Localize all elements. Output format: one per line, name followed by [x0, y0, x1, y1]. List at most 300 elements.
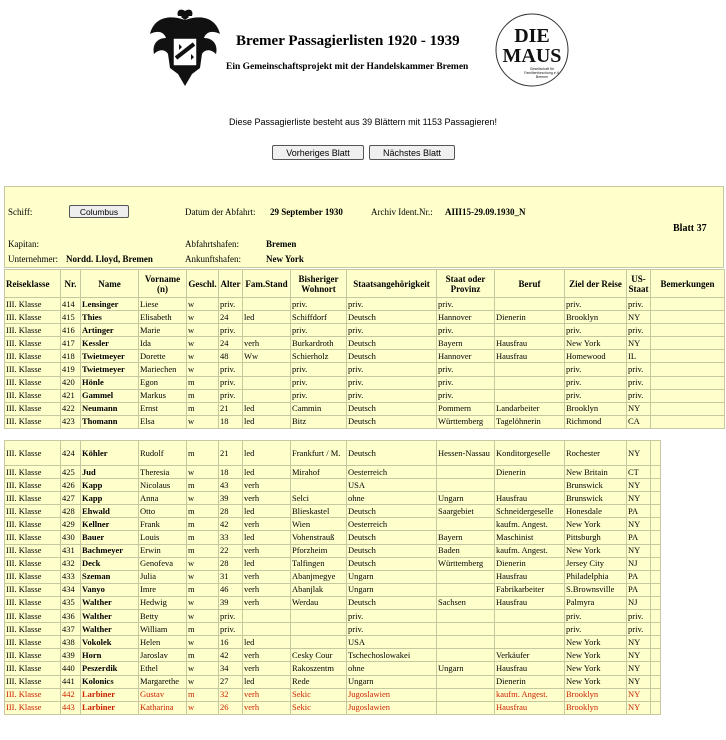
- passenger-cell: led: [243, 415, 291, 428]
- passenger-cell: Deutsch: [347, 505, 437, 518]
- passenger-cell: Abanjlak: [291, 583, 347, 596]
- passenger-cell: verh: [243, 479, 291, 492]
- voyage-info-panel: [4, 186, 724, 268]
- passenger-cell: III. Klasse: [5, 492, 61, 505]
- passenger-cell: Markus: [139, 389, 187, 402]
- passenger-cell: verh: [243, 337, 291, 350]
- passenger-cell: Schiffdorf: [291, 311, 347, 324]
- passenger-cell: [437, 675, 495, 688]
- passenger-cell: Württemberg: [437, 415, 495, 428]
- passenger-cell: [651, 662, 661, 675]
- passenger-cell: Hausfrau: [495, 596, 565, 609]
- passenger-cell: Julia: [139, 570, 187, 583]
- passenger-cell: ohne: [347, 492, 437, 505]
- passenger-cell: Deutsch: [347, 441, 437, 466]
- passenger-cell: Jaroslav: [139, 649, 187, 662]
- passenger-cell: [651, 701, 661, 714]
- passenger-cell: Schierholz: [291, 350, 347, 363]
- passenger-cell: m: [187, 688, 219, 701]
- passenger-cell: 439: [61, 649, 81, 662]
- passenger-cell: III. Klasse: [5, 518, 61, 531]
- passenger-table-part-1: [4, 269, 725, 429]
- passenger-cell: Blieskastel: [291, 505, 347, 518]
- passenger-cell: priv.: [565, 376, 627, 389]
- passenger-cell: III. Klasse: [5, 363, 61, 376]
- passenger-cell: NY: [627, 688, 651, 701]
- passenger-cell: Hausfrau: [495, 492, 565, 505]
- arrival-port-value: New York: [266, 254, 304, 264]
- passenger-cell: CT: [627, 466, 651, 479]
- passenger-cell: III. Klasse: [5, 570, 61, 583]
- passenger-cell: Abanjmegye: [291, 570, 347, 583]
- passenger-cell: Deutsch: [347, 350, 437, 363]
- passenger-cell: m: [187, 531, 219, 544]
- passenger-cell: III. Klasse: [5, 350, 61, 363]
- passenger-cell: Oesterreich: [347, 518, 437, 531]
- passenger-row: [5, 675, 661, 688]
- passenger-cell: 22: [219, 544, 243, 557]
- passenger-cell: 34: [219, 662, 243, 675]
- passenger-cell: USA: [347, 636, 437, 649]
- passenger-cell: priv.: [565, 298, 627, 311]
- passenger-cell: III. Klasse: [5, 623, 61, 636]
- passenger-cell: NY: [627, 544, 651, 557]
- passenger-cell: 441: [61, 675, 81, 688]
- passenger-row: [5, 415, 725, 428]
- passenger-cell: PA: [627, 583, 651, 596]
- passenger-cell: [651, 505, 661, 518]
- passenger-cell: New York: [565, 662, 627, 675]
- passenger-cell: priv.: [627, 376, 651, 389]
- passenger-cell: 48: [219, 350, 243, 363]
- column-header: Vorname (n): [139, 270, 187, 298]
- passenger-cell: 440: [61, 662, 81, 675]
- passenger-cell: III. Klasse: [5, 298, 61, 311]
- passenger-cell: priv.: [627, 324, 651, 337]
- passenger-cell: [651, 324, 725, 337]
- passenger-cell: Pittsburgh: [565, 531, 627, 544]
- passenger-cell: Ida: [139, 337, 187, 350]
- passenger-cell: [651, 531, 661, 544]
- passenger-cell: priv.: [437, 324, 495, 337]
- passenger-cell: Philadelphia: [565, 570, 627, 583]
- passenger-cell: 420: [61, 376, 81, 389]
- passenger-cell: priv.: [219, 298, 243, 311]
- passenger-cell: Hannover: [437, 350, 495, 363]
- passenger-row: [5, 337, 725, 350]
- column-header: Nr.: [61, 270, 81, 298]
- passenger-cell: w: [187, 415, 219, 428]
- passenger-cell: led: [243, 675, 291, 688]
- passenger-cell: [651, 389, 725, 402]
- passenger-cell: III. Klasse: [5, 337, 61, 350]
- passenger-cell: priv.: [291, 376, 347, 389]
- passenger-row: [5, 350, 725, 363]
- passenger-cell: 33: [219, 531, 243, 544]
- passenger-cell: Neumann: [81, 402, 139, 415]
- passenger-cell: w: [187, 636, 219, 649]
- passenger-cell: NY: [627, 649, 651, 662]
- passenger-cell: Larbiner: [81, 688, 139, 701]
- passenger-cell: 16: [219, 636, 243, 649]
- passenger-cell: [651, 596, 661, 609]
- passenger-cell: m: [187, 479, 219, 492]
- passenger-cell: S.Brownsville: [565, 583, 627, 596]
- passenger-cell: 418: [61, 350, 81, 363]
- passenger-table-part-2: [4, 440, 661, 715]
- passenger-cell: [495, 376, 565, 389]
- passenger-cell: 21: [219, 441, 243, 466]
- passenger-cell: [243, 623, 291, 636]
- passenger-cell: Dienerin: [495, 311, 565, 324]
- passenger-cell: III. Klasse: [5, 688, 61, 701]
- passenger-cell: Hausfrau: [495, 350, 565, 363]
- passenger-cell: Margarethe: [139, 675, 187, 688]
- passenger-cell: 429: [61, 518, 81, 531]
- passenger-cell: III. Klasse: [5, 466, 61, 479]
- passenger-cell: [243, 298, 291, 311]
- passenger-cell: led: [243, 402, 291, 415]
- passenger-cell: [291, 610, 347, 623]
- passenger-cell: III. Klasse: [5, 505, 61, 518]
- passenger-cell: Rakoszentm: [291, 662, 347, 675]
- passenger-cell: w: [187, 675, 219, 688]
- passenger-cell: priv.: [627, 363, 651, 376]
- passenger-cell: priv.: [565, 623, 627, 636]
- passenger-cell: III. Klasse: [5, 662, 61, 675]
- passenger-cell: Werdau: [291, 596, 347, 609]
- passenger-cell: [437, 583, 495, 596]
- passenger-cell: [495, 623, 565, 636]
- passenger-row: [5, 324, 725, 337]
- passenger-cell: [651, 415, 725, 428]
- column-header: Staat oder Provinz: [437, 270, 495, 298]
- passenger-row: [5, 518, 661, 531]
- passenger-cell: Deutsch: [347, 415, 437, 428]
- passenger-cell: 443: [61, 701, 81, 714]
- passenger-cell: w: [187, 311, 219, 324]
- passenger-cell: Vokolek: [81, 636, 139, 649]
- passenger-row: [5, 402, 725, 415]
- passenger-cell: 430: [61, 531, 81, 544]
- passenger-row: [5, 649, 661, 662]
- passenger-cell: 438: [61, 636, 81, 649]
- passenger-cell: 424: [61, 441, 81, 466]
- passenger-cell: USA: [347, 479, 437, 492]
- passenger-cell: Walther: [81, 610, 139, 623]
- passenger-cell: w: [187, 610, 219, 623]
- passenger-cell: Theresia: [139, 466, 187, 479]
- passenger-cell: 421: [61, 389, 81, 402]
- passenger-cell: Kolonics: [81, 675, 139, 688]
- passenger-cell: [495, 389, 565, 402]
- passenger-cell: Deutsch: [347, 596, 437, 609]
- passenger-cell: [651, 636, 661, 649]
- passenger-cell: Dorette: [139, 350, 187, 363]
- column-header: Staatsangehörigkeit: [347, 270, 437, 298]
- passenger-cell: Köhler: [81, 441, 139, 466]
- column-header: Beruf: [495, 270, 565, 298]
- passenger-cell: verh: [243, 492, 291, 505]
- passenger-cell: Bachmeyer: [81, 544, 139, 557]
- passenger-cell: w: [187, 350, 219, 363]
- passenger-cell: Ungarn: [347, 570, 437, 583]
- arrival-port-label: Ankunftshafen:: [185, 254, 241, 264]
- passenger-cell: priv.: [291, 389, 347, 402]
- passenger-cell: Jersey City: [565, 557, 627, 570]
- passenger-cell: [495, 324, 565, 337]
- passenger-cell: Elsa: [139, 415, 187, 428]
- passenger-cell: 415: [61, 311, 81, 324]
- passenger-row: [5, 662, 661, 675]
- passenger-cell: NJ: [627, 557, 651, 570]
- passenger-cell: Rede: [291, 675, 347, 688]
- passenger-cell: [651, 376, 725, 389]
- passenger-row: [5, 505, 661, 518]
- passenger-cell: led: [243, 636, 291, 649]
- passenger-cell: w: [187, 662, 219, 675]
- passenger-cell: priv.: [565, 324, 627, 337]
- passenger-cell: III. Klasse: [5, 596, 61, 609]
- passenger-cell: ohne: [347, 662, 437, 675]
- passenger-cell: NY: [627, 492, 651, 505]
- passenger-row: [5, 701, 661, 714]
- passenger-cell: 31: [219, 570, 243, 583]
- passenger-cell: Jud: [81, 466, 139, 479]
- passenger-cell: Brooklyn: [565, 701, 627, 714]
- ship-button[interactable]: Columbus: [69, 205, 129, 218]
- passenger-cell: 21: [219, 402, 243, 415]
- passenger-cell: Imre: [139, 583, 187, 596]
- column-header: Ziel der Reise: [565, 270, 627, 298]
- passenger-cell: 442: [61, 688, 81, 701]
- passenger-cell: w: [187, 337, 219, 350]
- passenger-cell: 46: [219, 583, 243, 596]
- passenger-cell: [651, 610, 661, 623]
- passenger-cell: [651, 311, 725, 324]
- passenger-cell: [651, 570, 661, 583]
- passenger-cell: kaufm. Angest.: [495, 544, 565, 557]
- passenger-row: [5, 583, 661, 596]
- passenger-cell: Bayern: [437, 531, 495, 544]
- passenger-cell: Jugoslawien: [347, 701, 437, 714]
- passenger-cell: Deutsch: [347, 531, 437, 544]
- passenger-cell: Hausfrau: [495, 337, 565, 350]
- passenger-cell: Selci: [291, 492, 347, 505]
- passenger-cell: 32: [219, 688, 243, 701]
- list-summary-text: Diese Passagierliste besteht aus 39 Blättern mit 1153 Passagieren!: [229, 117, 497, 127]
- table-header-row: [5, 270, 725, 298]
- passenger-cell: III. Klasse: [5, 557, 61, 570]
- passenger-cell: verh: [243, 583, 291, 596]
- passenger-cell: [651, 402, 725, 415]
- passenger-cell: Frank: [139, 518, 187, 531]
- passenger-cell: 437: [61, 623, 81, 636]
- passenger-cell: 425: [61, 466, 81, 479]
- column-header: Alter: [219, 270, 243, 298]
- passenger-cell: Oesterreich: [347, 466, 437, 479]
- passenger-cell: verh: [243, 662, 291, 675]
- passenger-row: [5, 596, 661, 609]
- column-header: Name: [81, 270, 139, 298]
- passenger-cell: led: [243, 441, 291, 466]
- passenger-cell: Sachsen: [437, 596, 495, 609]
- bremen-coat-of-arms-logo: [148, 8, 222, 92]
- passenger-cell: priv.: [219, 324, 243, 337]
- passenger-cell: priv.: [291, 298, 347, 311]
- passenger-cell: Ehwald: [81, 505, 139, 518]
- passenger-cell: III. Klasse: [5, 311, 61, 324]
- passenger-cell: m: [187, 623, 219, 636]
- passenger-cell: 417: [61, 337, 81, 350]
- passenger-cell: Wien: [291, 518, 347, 531]
- passenger-row: [5, 363, 725, 376]
- passenger-cell: Schneidergeselle: [495, 505, 565, 518]
- passenger-cell: Deutsch: [347, 402, 437, 415]
- passenger-cell: [291, 623, 347, 636]
- passenger-cell: 422: [61, 402, 81, 415]
- passenger-cell: Pforzheim: [291, 544, 347, 557]
- passenger-row: [5, 376, 725, 389]
- ship-label: Schiff:: [8, 207, 33, 217]
- passenger-cell: 416: [61, 324, 81, 337]
- passenger-cell: Egon: [139, 376, 187, 389]
- passenger-cell: Dienerin: [495, 675, 565, 688]
- passenger-cell: priv.: [347, 363, 437, 376]
- passenger-cell: led: [243, 505, 291, 518]
- column-header: Geschl.: [187, 270, 219, 298]
- passenger-cell: III. Klasse: [5, 324, 61, 337]
- passenger-cell: w: [187, 701, 219, 714]
- passenger-cell: NY: [627, 675, 651, 688]
- passenger-cell: [651, 518, 661, 531]
- passenger-cell: Hausfrau: [495, 662, 565, 675]
- passenger-cell: [651, 479, 661, 492]
- page-title: Bremer Passagierlisten 1920 - 1939: [236, 33, 460, 49]
- next-sheet-button[interactable]: Nächstes Blatt: [369, 145, 455, 160]
- passenger-cell: Lensinger: [81, 298, 139, 311]
- passenger-cell: Ernst: [139, 402, 187, 415]
- passenger-cell: w: [187, 492, 219, 505]
- passenger-cell: 435: [61, 596, 81, 609]
- passenger-cell: Twietmeyer: [81, 363, 139, 376]
- passenger-cell: [651, 583, 661, 596]
- passenger-cell: New York: [565, 337, 627, 350]
- passenger-cell: [651, 544, 661, 557]
- passenger-cell: [651, 623, 661, 636]
- passenger-cell: William: [139, 623, 187, 636]
- passenger-cell: Sekic: [291, 688, 347, 701]
- passenger-cell: Genofeva: [139, 557, 187, 570]
- passenger-cell: Horn: [81, 649, 139, 662]
- svg-text:DIE: DIE: [514, 25, 550, 47]
- passenger-cell: priv.: [347, 389, 437, 402]
- passenger-cell: priv.: [565, 610, 627, 623]
- passenger-cell: III. Klasse: [5, 531, 61, 544]
- passenger-cell: priv.: [347, 623, 437, 636]
- passenger-cell: Walther: [81, 623, 139, 636]
- passenger-cell: Gustav: [139, 688, 187, 701]
- passenger-cell: Mirahof: [291, 466, 347, 479]
- passenger-cell: w: [187, 596, 219, 609]
- passenger-cell: Palmyra: [565, 596, 627, 609]
- passenger-row: [5, 389, 725, 402]
- passenger-cell: led: [243, 311, 291, 324]
- column-header: Bisheriger Wohnort: [291, 270, 347, 298]
- passenger-cell: [651, 557, 661, 570]
- passenger-cell: Larbiner: [81, 701, 139, 714]
- passenger-cell: Brunswick: [565, 492, 627, 505]
- passenger-cell: kaufm. Angest.: [495, 518, 565, 531]
- departure-port-value: Bremen: [266, 239, 297, 249]
- passenger-cell: 433: [61, 570, 81, 583]
- passenger-cell: Württemberg: [437, 557, 495, 570]
- passenger-cell: NY: [627, 662, 651, 675]
- passenger-row: [5, 441, 661, 466]
- passenger-cell: 419: [61, 363, 81, 376]
- passenger-cell: [651, 298, 725, 311]
- passenger-cell: Helen: [139, 636, 187, 649]
- passenger-cell: Hausfrau: [495, 570, 565, 583]
- passenger-cell: Ww: [243, 350, 291, 363]
- passenger-cell: verh: [243, 688, 291, 701]
- passenger-cell: priv.: [627, 298, 651, 311]
- passenger-cell: Kellner: [81, 518, 139, 531]
- passenger-cell: 423: [61, 415, 81, 428]
- passenger-cell: III. Klasse: [5, 415, 61, 428]
- passenger-cell: Katharina: [139, 701, 187, 714]
- passenger-cell: Cammin: [291, 402, 347, 415]
- passenger-cell: New York: [565, 675, 627, 688]
- passenger-cell: [651, 466, 661, 479]
- passenger-cell: Verkäufer: [495, 649, 565, 662]
- passenger-cell: [437, 610, 495, 623]
- passenger-cell: III. Klasse: [5, 479, 61, 492]
- passenger-cell: PA: [627, 531, 651, 544]
- passenger-cell: Kapp: [81, 492, 139, 505]
- passenger-cell: m: [187, 441, 219, 466]
- passenger-cell: w: [187, 324, 219, 337]
- passenger-cell: Frankfurt / M.: [291, 441, 347, 466]
- passenger-cell: Deutsch: [347, 337, 437, 350]
- passenger-cell: 39: [219, 492, 243, 505]
- column-header: Fam.Stand: [243, 270, 291, 298]
- die-maus-logo: [494, 12, 570, 88]
- svg-text:Gesellschaft für: Gesellschaft für: [529, 67, 555, 71]
- passenger-cell: [291, 636, 347, 649]
- passenger-cell: Bayern: [437, 337, 495, 350]
- captain-label: Kapitan:: [8, 239, 39, 249]
- passenger-cell: Deck: [81, 557, 139, 570]
- previous-sheet-button[interactable]: Vorheriges Blatt: [272, 145, 364, 160]
- passenger-cell: Thies: [81, 311, 139, 324]
- passenger-cell: verh: [243, 544, 291, 557]
- passenger-cell: 432: [61, 557, 81, 570]
- passenger-cell: Betty: [139, 610, 187, 623]
- passenger-cell: 26: [219, 701, 243, 714]
- passenger-cell: Ungarn: [437, 662, 495, 675]
- svg-text:Familienforschung e.V.: Familienforschung e.V.: [524, 71, 560, 75]
- passenger-cell: Maschinist: [495, 531, 565, 544]
- passenger-cell: PA: [627, 570, 651, 583]
- passenger-cell: Gammel: [81, 389, 139, 402]
- passenger-cell: Twietmeyer: [81, 350, 139, 363]
- passenger-cell: [243, 363, 291, 376]
- passenger-cell: Homewood: [565, 350, 627, 363]
- passenger-cell: [651, 649, 661, 662]
- passenger-cell: Honesdale: [565, 505, 627, 518]
- passenger-cell: Pommern: [437, 402, 495, 415]
